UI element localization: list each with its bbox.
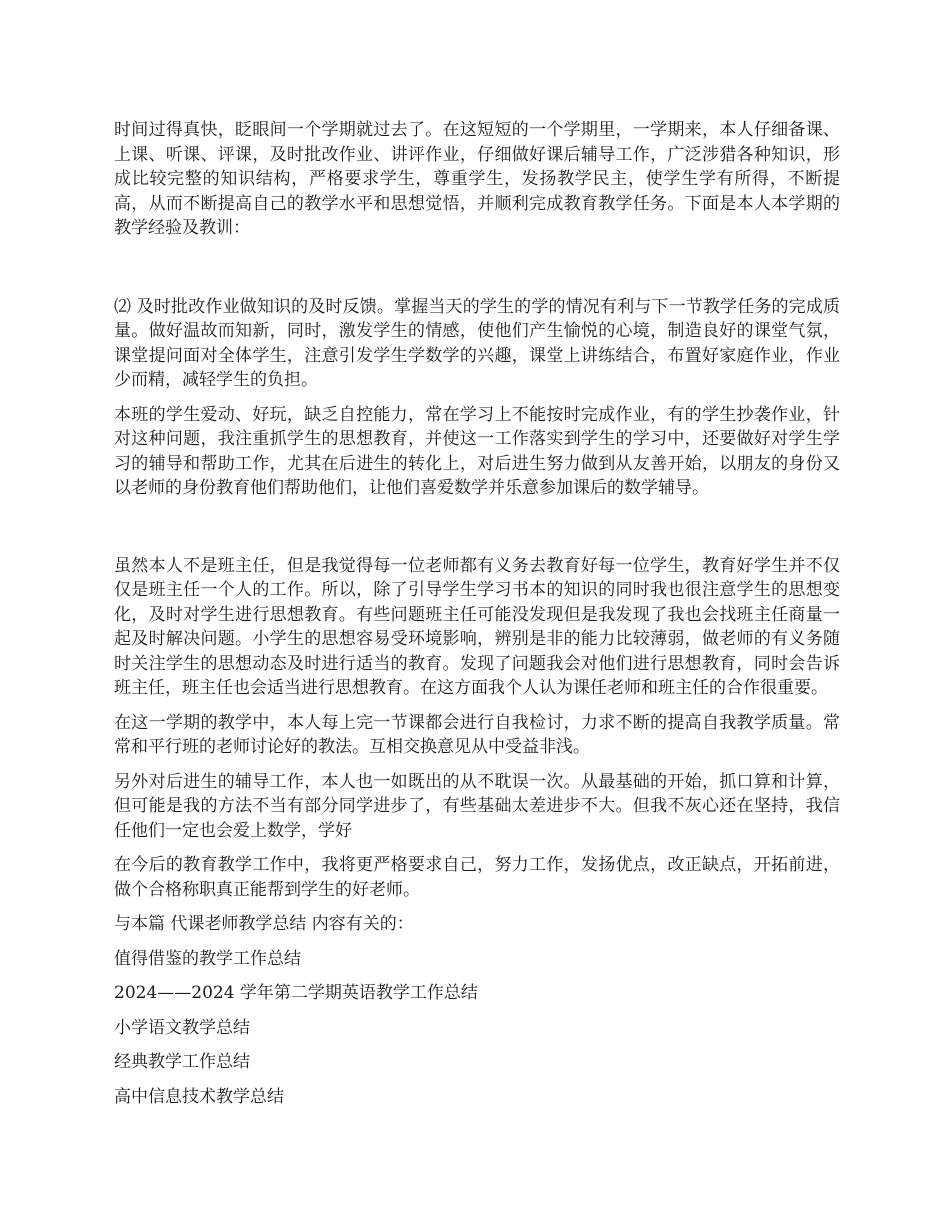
paragraph-moral-education: 虽然本人不是班主任，但是我觉得每一位老师都有义务去教育好每一位学生，教育好学生并不仅仅是班主任一个人的工作。所以，除了引导学生学习书本的知识的同时我也很注意学生的思想变化，及时对学生进行思想教育。有些问题班主任可能没发现但是我发现了我也会找班主任商量一起及时解决问题。小学生的思想容易受环境影响，辨别是非的能力比较薄弱，做老师的有义务随时关注学生的思想动态及时进行适当的教育。发现了问题我会对他们进行思想教育，同时会告诉班主任，班主任也会适当进行思想教育。在这方面我个人认为课任老师和班主任的合作很重要。 xyxy=(114,555,840,698)
paragraph-class-students: 本班的学生爱动、好玩，缺乏自控能力，常在学习上不能按时完成作业，有的学生抄袭作业，针对这种问题，我注重抓学生的思想教育，并使这一工作落实到学生的学习中，还要做好对学生学习的辅导和帮助工作，尤其在后进生的转化上，对后进生努力做到从友善开始，以朋友的身份又以老师的身份教育他们帮助他们，让他们喜爱数学并乐意参加课后的数学辅导。 xyxy=(114,404,840,498)
blank-spacer xyxy=(114,251,840,295)
document-body xyxy=(114,118,840,1119)
paragraph-tutoring: 另外对后进生的辅导工作，本人也一如既出的从不耽误一次。从最基础的开始，抓口算和计算，但可能是我的方法不当有部分同学进步了，有些基础太差进步不大。但我不灰心还在坚持，我信任他们一定也会爱上数学，学好 xyxy=(114,771,840,841)
paragraph-intro: 时间过得真快，眨眼间一个学期就过去了。在这短短的一个学期里，一学期来，本人仔细备课、上课、听课、评课，及时批改作业、讲评作业，仔细做好课后辅导工作，广泛涉猎各种知识，形成比较完整的知识结构，严格要求学生，尊重学生，发扬教学民主，使学生学有所得，不断提高，从而不断提高自己的教学水平和思想觉悟，并顺利完成教育教学任务。下面是本人本学期的教学经验及教训： xyxy=(114,120,840,238)
related-link-item[interactable]: 小学语文教学总结 xyxy=(114,1017,250,1038)
related-list xyxy=(114,947,840,1110)
related-heading: 与本篇 代课老师教学总结 内容有关的： xyxy=(114,914,414,934)
paragraph-self-review: 在这一学期的教学中，本人每上完一节课都会进行自我检讨，力求不断的提高自我教学质量。常常和平行班的老师讨论好的教法。互相交换意见从中受益非浅。 xyxy=(114,712,840,757)
paragraph-homework-feedback: ⑵ 及时批改作业做知识的及时反馈。掌握当天的学生的学的情况有利与下一节教学任务的完成质量。做好温故而知新，同时，激发学生的情感，使他们产生愉悦的心境，制造良好的课堂气氛，课堂提问面对全体学生，注意引发学生学数学的兴趣，课堂上讲练结合，布置好家庭作业，作业少而精，减轻学生的负担。 xyxy=(114,296,840,390)
related-link-item[interactable]: 经典教学工作总结 xyxy=(114,1052,250,1072)
related-link-item[interactable]: 高中信息技术教学总结 xyxy=(114,1086,284,1107)
related-link-item[interactable]: 2024——2024 学年第二学期英语教学工作总结 xyxy=(114,983,478,1003)
paragraph-future: 在今后的教育教学工作中，我将更严格要求自己，努力工作，发扬优点，改正缺点，开拓前进，做个合格称职真正能帮到学生的好老师。 xyxy=(114,855,840,900)
related-link-item[interactable]: 值得借鉴的教学工作总结 xyxy=(114,948,301,969)
blank-spacer xyxy=(114,511,840,554)
